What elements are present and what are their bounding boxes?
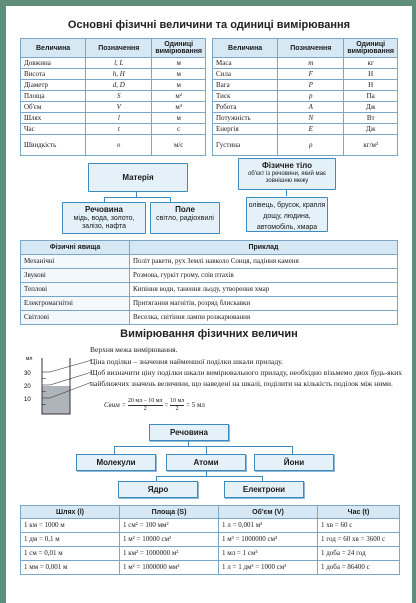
cell: м/с [152,135,206,156]
molecules-node: Молекули [76,454,156,471]
cell: Шлях [21,113,86,124]
cell: Розмова, гуркіт грому, спів птахів [130,269,398,283]
table-row [213,113,398,124]
cell: 1 доба = 24 год [318,547,400,561]
page [6,6,412,603]
division-definition-text: Ціна поділки – значення найменшої поділки шкали приладу. [90,357,284,366]
cell: м [152,58,206,69]
table-row [213,69,398,80]
cell: Електромагнітні [21,297,130,311]
connector [104,197,170,198]
connector [286,189,287,196]
cell: Об'єм [21,102,86,113]
cell: Довжина [21,58,86,69]
cell: Па [344,91,398,102]
cell: 1 м² = 10000 см² [120,533,219,547]
section-title-measurement: Вимірювання фізичних величин [120,328,298,340]
units-table [20,505,400,575]
cell: S [86,91,152,102]
table-row [21,519,400,533]
section-title-quantities: Основні фізичні величини та одиниці вимірювання [67,19,351,31]
field-text: світло, радіохвилі [156,215,214,223]
atoms-node: Атоми [166,454,246,471]
table-row [21,113,206,124]
table-row [21,69,206,80]
cell: l, L [86,58,152,69]
substance-title: Речовина [84,205,124,214]
col-header: Час (t) [318,506,400,519]
field-title: Поле [175,205,195,214]
col-header: Величина [213,39,278,58]
cell: Сила [213,69,278,80]
table-row [213,91,398,102]
connector [114,446,292,447]
cell: Робота [213,102,278,113]
cell: 1 год = 60 хв = 3600 с [318,533,400,547]
cell: Потужність [213,113,278,124]
cell: Світлові [21,311,130,325]
cell: Площа [21,91,86,102]
cell: 1 м³ = 1000000 см³ [219,533,318,547]
cell: 1 доба = 86400 с [318,561,400,575]
cell: Вт [344,113,398,124]
cell: ρ [278,135,344,156]
upper-limit-text: Верхня межа вимірювання. [90,345,178,354]
cell: кг/м³ [344,135,398,156]
cell: м [152,69,206,80]
table-row [21,311,398,325]
cell: Діаметр [21,80,86,91]
table-row [213,80,398,91]
col-header: Позначення [278,39,344,58]
cell: 1 см = 0,01 м [21,547,120,561]
col-header: Позначення [86,39,152,58]
cell: P [278,80,344,91]
table-row [21,533,400,547]
formula-lhs: Cвим = [104,401,127,410]
cell: A [278,102,344,113]
quantities-table-right [212,38,398,156]
cell: Веселка, світіння лампи розжарювання [130,311,398,325]
cell: 1 дм = 0,1 м [21,533,120,547]
table-row [21,102,206,113]
ions-node: Йони [254,454,334,471]
connector [292,446,293,454]
formula-numerator: 10 мл [169,398,185,404]
cell: p [278,91,344,102]
col-header: Одиниці вимірювання [344,39,398,58]
cell: м [152,113,206,124]
cell: N [278,113,344,124]
formula-denominator: 2 [175,406,179,412]
physical-body-box [238,158,336,190]
body-title: Фізичне тіло [261,161,313,170]
table-row [21,124,206,135]
table-row [213,135,398,156]
table-row [21,561,400,575]
cell: Висота [21,69,86,80]
cell: с [152,124,206,135]
cell: h, H [86,69,152,80]
table-row [21,547,400,561]
formula-numerator: 20 мл – 10 мл [127,398,163,404]
tick-label: 10 [24,397,31,403]
tick-label: 20 [24,384,31,390]
col-header: Об'єм (V) [219,506,318,519]
cell: V [86,102,152,113]
cylinder-unit: мл [26,356,33,362]
formula-denominator: 2 [143,406,147,412]
cell: 1 хв = 60 с [318,519,400,533]
col-header: Одиниці вимірювання [152,39,206,58]
cell: Час [21,124,86,135]
cell: м³ [152,102,206,113]
division-method-text: Щоб визначити ціну поділки шкали вимірювального приладу, необхідно візьмемо двох будь-яких найближчих значень величини, що наведені на шкалі, поділити на кількість поділок між ними. [90,368,402,388]
cell: Маса [213,58,278,69]
quantities-table-left [20,38,206,156]
table-row [21,80,206,91]
cell: Густина [213,135,278,156]
col-header: Приклад [130,241,398,255]
connector [114,446,115,454]
division-formula: Cвим = $\frac{20 мл - 10 мл}{2}$ = $\frac{10 мл}{2}$ = 5 мл [104,398,205,412]
cell: 1 см² = 100 мм² [120,519,219,533]
cell: F [278,69,344,80]
field-box [150,202,220,234]
cell: t [86,124,152,135]
cell: Н [344,80,398,91]
cell: Притягання магнітів, розряд блискавки [130,297,398,311]
cell: m [278,58,344,69]
cell: d, D [86,80,152,91]
body-text: об'єкт із речовини, який має зовнішню межу [247,171,327,184]
cell: Теплові [21,283,130,297]
cell: l [86,113,152,124]
cell: Звукові [21,269,130,283]
cell: Вага [213,80,278,91]
cell: E [278,124,344,135]
cell: Дж [344,102,398,113]
substance-node: Речовина [149,424,229,441]
cell: Н [344,69,398,80]
table-row [21,91,206,102]
table-row [213,102,398,113]
table-row [213,58,398,69]
cell: 1 км = 1000 м [21,519,120,533]
cell: 1 л = 0,001 м³ [219,519,318,533]
cell: Кипіння води, танення льоду, утворення хмар [130,283,398,297]
cell: 1 км² = 1000000 м² [120,547,219,561]
table-row [21,283,398,297]
col-header: Площа (S) [120,506,219,519]
table-row [21,269,398,283]
cell: Швидкість [21,135,86,156]
cell: кг [344,58,398,69]
tick-label: 30 [24,371,31,377]
table-row [21,58,206,69]
table-row [21,297,398,311]
table-row [21,135,206,156]
cell: 1 л = 1 дм³ = 1000 см³ [219,561,318,575]
phenomena-table [20,240,398,325]
cell: 1 мл = 1 см³ [219,547,318,561]
cell: υ [86,135,152,156]
cell: 1 м² = 1000000 мм² [120,561,219,575]
materia-box: Матерія [88,163,188,192]
table-row [213,124,398,135]
cell: 1 мм = 0,001 м [21,561,120,575]
substance-text: мідь, вода, золото, залізо, нафта [73,215,135,231]
connector [156,476,262,477]
cell: Тиск [213,91,278,102]
col-header: Шлях (l) [21,506,120,519]
connector [206,446,207,454]
col-header: Величина [21,39,86,58]
cell: Механічні [21,255,130,269]
table-row [21,255,398,269]
cell: м [152,80,206,91]
col-header: Фізичні явища [21,241,130,255]
formula-result: = 5 мл [186,401,205,410]
body-examples-box: олівець, брусок, крапля дощу, людина, автомобіль, хмара [246,197,328,232]
cell: Політ ракети, рух Землі навколо Сонця, падіння каменя [130,255,398,269]
cell: Дж [344,124,398,135]
cell: м² [152,91,206,102]
measuring-cylinder-icon [22,352,94,418]
cell: Енергія [213,124,278,135]
substance-box [62,202,146,234]
nucleus-node: Ядро [118,481,198,498]
electrons-node: Електрони [224,481,304,498]
